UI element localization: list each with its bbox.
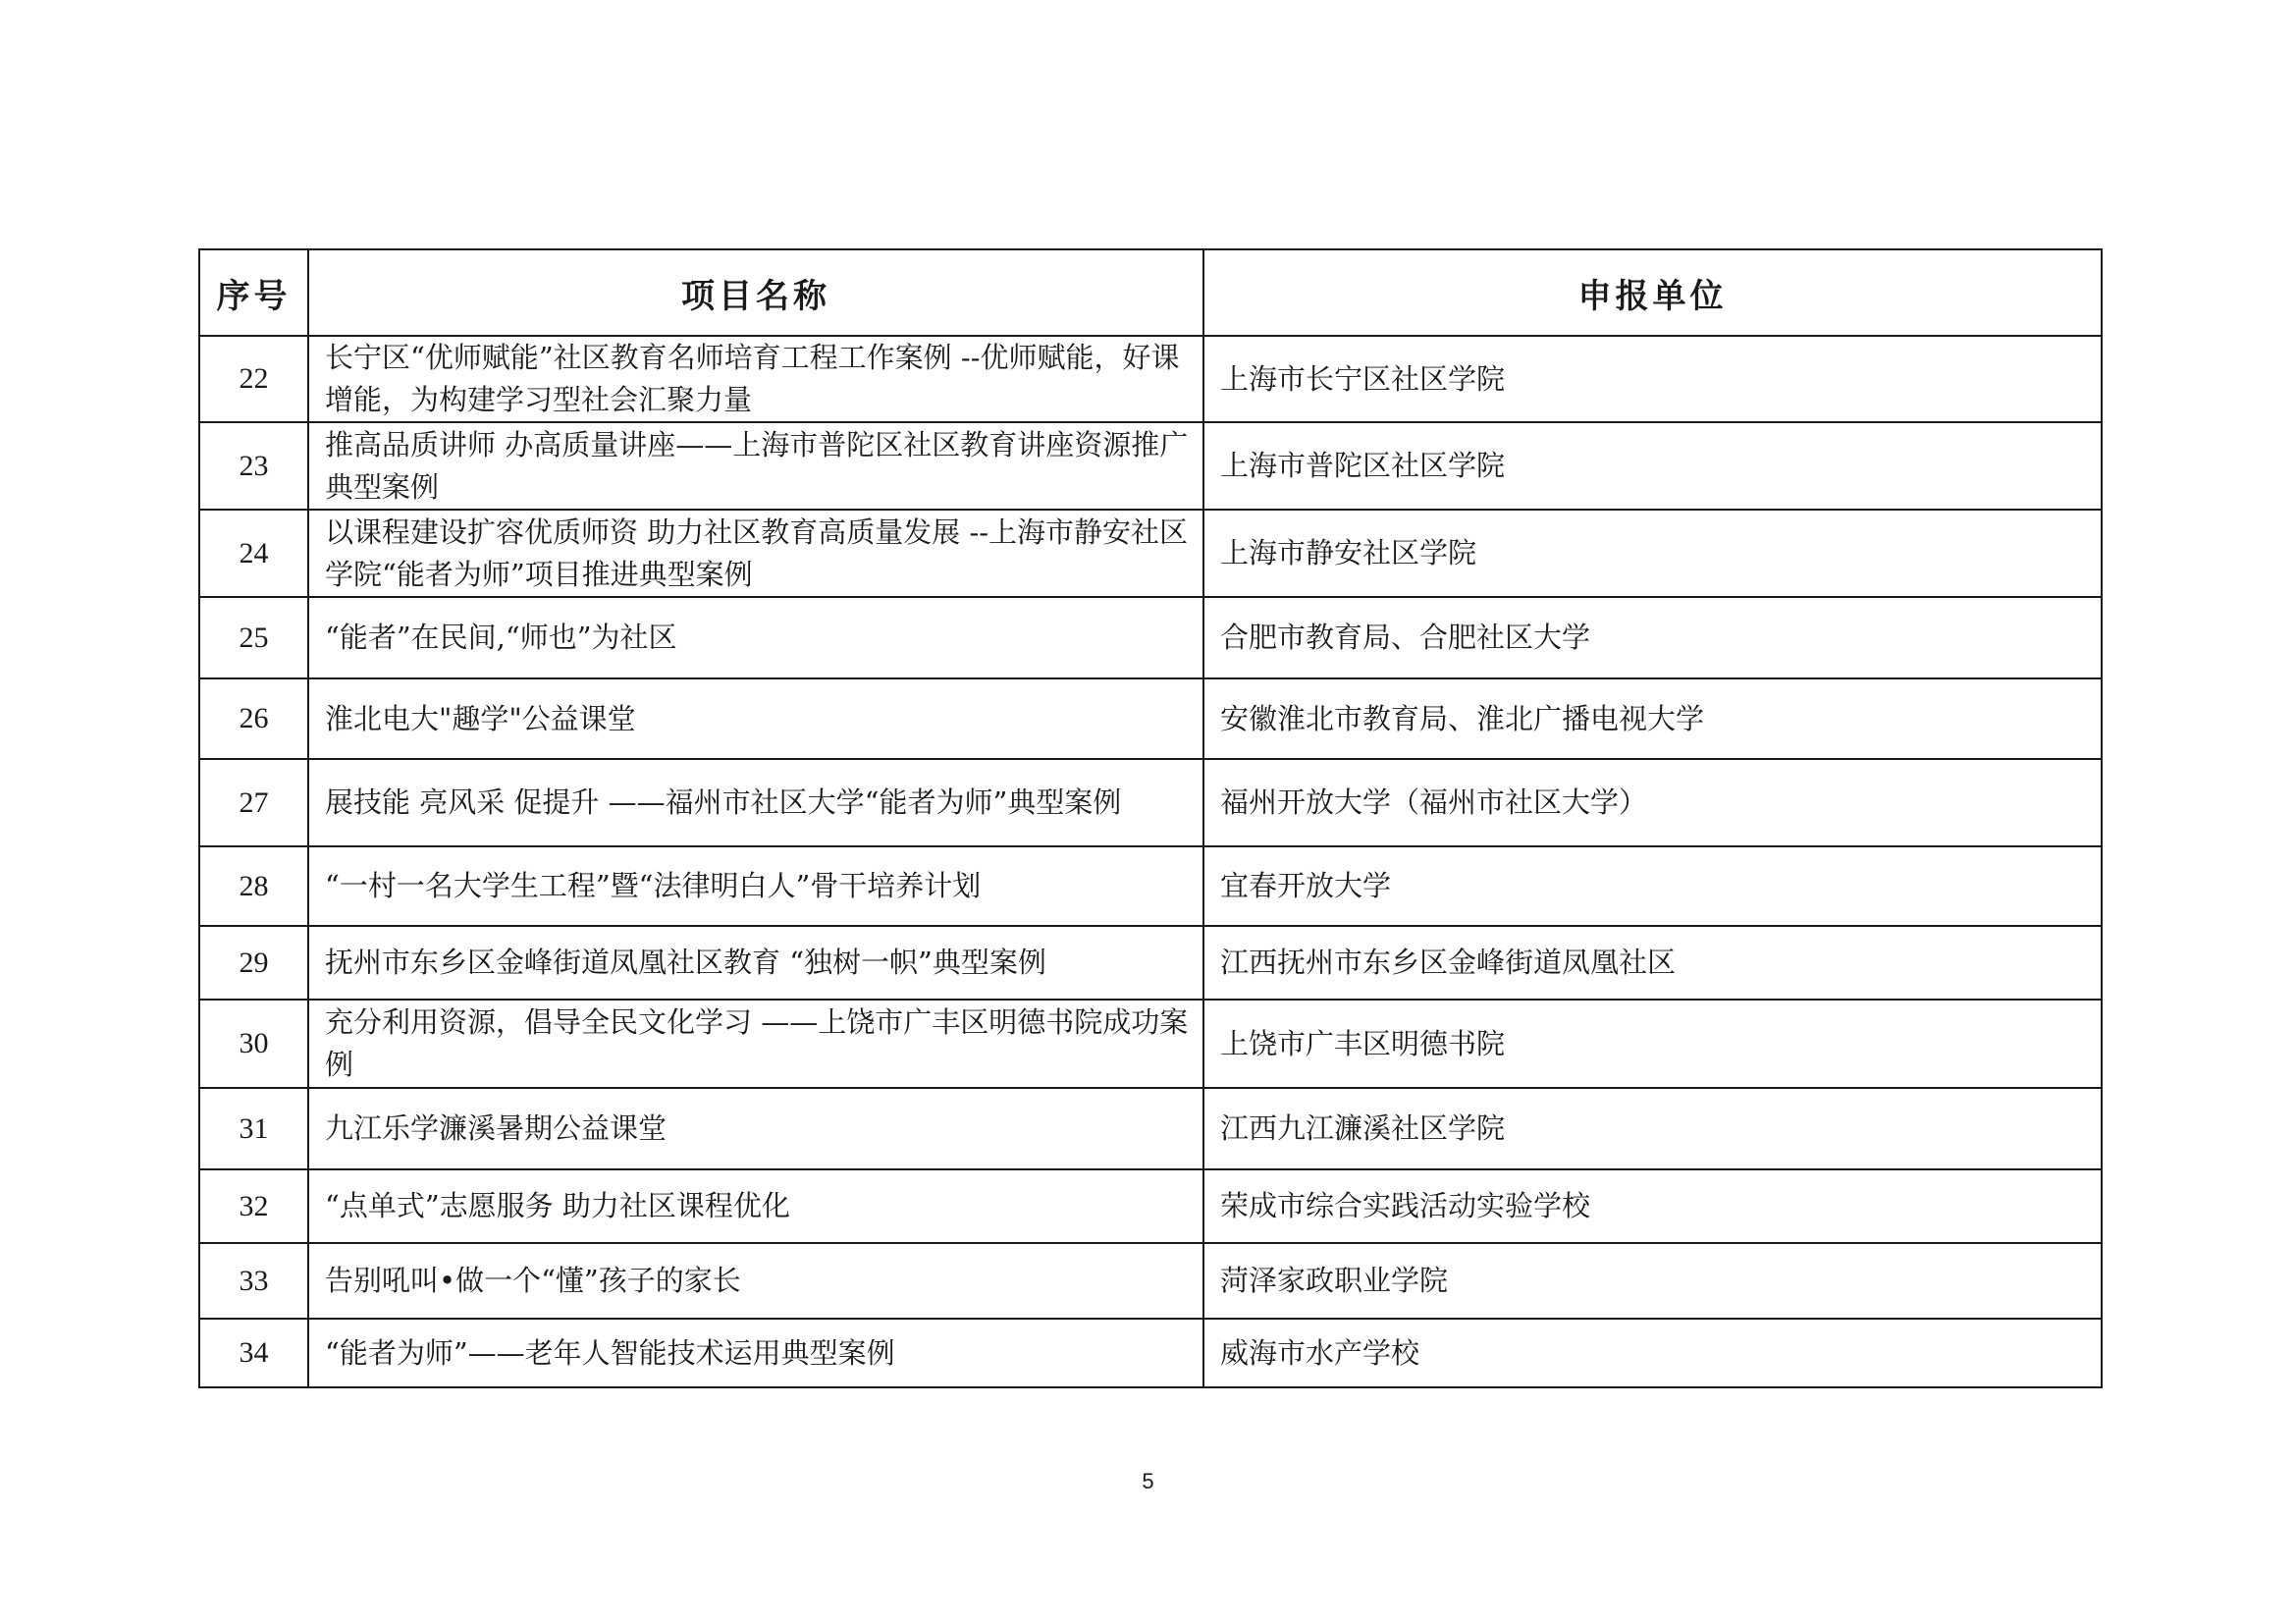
table-row (199, 759, 2102, 846)
row-seq: 29 (199, 926, 308, 1000)
table-row (199, 597, 2102, 678)
row-seq: 34 (199, 1319, 308, 1387)
row-project-name: “一村一名大学生工程”暨“法律明白人”骨干培养计划 (308, 846, 1203, 926)
row-project-name: 告别吼叫•做一个“懂”孩子的家长 (308, 1243, 1203, 1319)
row-applicant-unit: 福州开放大学（福州市社区大学） (1203, 759, 2102, 846)
header-applicant-unit: 申报单位 (1203, 249, 2102, 336)
row-applicant-unit: 江西九江濂溪社区学院 (1203, 1088, 2102, 1169)
row-project-name: “点单式”志愿服务 助力社区课程优化 (308, 1169, 1203, 1243)
row-project-name: 长宁区“优师赋能”社区教育名师培育工程工作案例 --优师赋能，好课增能，为构建学习型社会汇聚力量 (308, 336, 1203, 422)
row-seq: 25 (199, 597, 308, 678)
row-project-name: 推高品质讲师 办高质量讲座——上海市普陀区社区教育讲座资源推广典型案例 (308, 422, 1203, 510)
row-project-name: 九江乐学濂溪暑期公益课堂 (308, 1088, 1203, 1169)
row-seq: 26 (199, 678, 308, 759)
row-project-name: 淮北电大"趣学"公益课堂 (308, 678, 1203, 759)
page-number: 5 (1142, 1469, 1154, 1493)
table-row (199, 846, 2102, 926)
row-seq: 23 (199, 422, 308, 510)
row-applicant-unit: 上海市静安社区学院 (1203, 510, 2102, 597)
table-row (199, 422, 2102, 510)
row-project-name: 充分利用资源，倡导全民文化学习 ——上饶市广丰区明德书院成功案例 (308, 1000, 1203, 1088)
row-seq: 31 (199, 1088, 308, 1169)
row-applicant-unit: 威海市水产学校 (1203, 1319, 2102, 1387)
header-seq: 序号 (199, 249, 308, 336)
row-seq: 30 (199, 1000, 308, 1088)
table-row (199, 510, 2102, 597)
row-seq: 28 (199, 846, 308, 926)
row-seq: 33 (199, 1243, 308, 1319)
project-table (198, 248, 2103, 1388)
row-project-name: “能者为师”——老年人智能技术运用典型案例 (308, 1319, 1203, 1387)
header-project-name: 项目名称 (308, 249, 1203, 336)
row-applicant-unit: 上海市长宁区社区学院 (1203, 336, 2102, 422)
row-project-name: 抚州市东乡区金峰街道凤凰社区教育 “独树一帜”典型案例 (308, 926, 1203, 1000)
row-project-name: 以课程建设扩容优质师资 助力社区教育高质量发展 --上海市静安社区学院“能者为师”项目推进典型案例 (308, 510, 1203, 597)
row-applicant-unit: 宜春开放大学 (1203, 846, 2102, 926)
table-row (199, 1088, 2102, 1169)
table-body (199, 336, 2102, 1387)
row-applicant-unit: 上海市普陀区社区学院 (1203, 422, 2102, 510)
row-seq: 24 (199, 510, 308, 597)
table-row (199, 1319, 2102, 1387)
table-row (199, 1000, 2102, 1088)
row-applicant-unit: 合肥市教育局、合肥社区大学 (1203, 597, 2102, 678)
row-applicant-unit: 荣成市综合实践活动实验学校 (1203, 1169, 2102, 1243)
row-seq: 32 (199, 1169, 308, 1243)
row-seq: 22 (199, 336, 308, 422)
row-applicant-unit: 上饶市广丰区明德书院 (1203, 1000, 2102, 1088)
row-project-name: “能者”在民间,“师也”为社区 (308, 597, 1203, 678)
table-row (199, 336, 2102, 422)
row-applicant-unit: 安徽淮北市教育局、淮北广播电视大学 (1203, 678, 2102, 759)
row-seq: 27 (199, 759, 308, 846)
row-project-name: 展技能 亮风采 促提升 ——福州市社区大学“能者为师”典型案例 (308, 759, 1203, 846)
table-row (199, 678, 2102, 759)
row-applicant-unit: 江西抚州市东乡区金峰街道凤凰社区 (1203, 926, 2102, 1000)
table-row (199, 926, 2102, 1000)
table-row (199, 1169, 2102, 1243)
table-header-row (199, 249, 2102, 336)
table-row (199, 1243, 2102, 1319)
row-applicant-unit: 菏泽家政职业学院 (1203, 1243, 2102, 1319)
